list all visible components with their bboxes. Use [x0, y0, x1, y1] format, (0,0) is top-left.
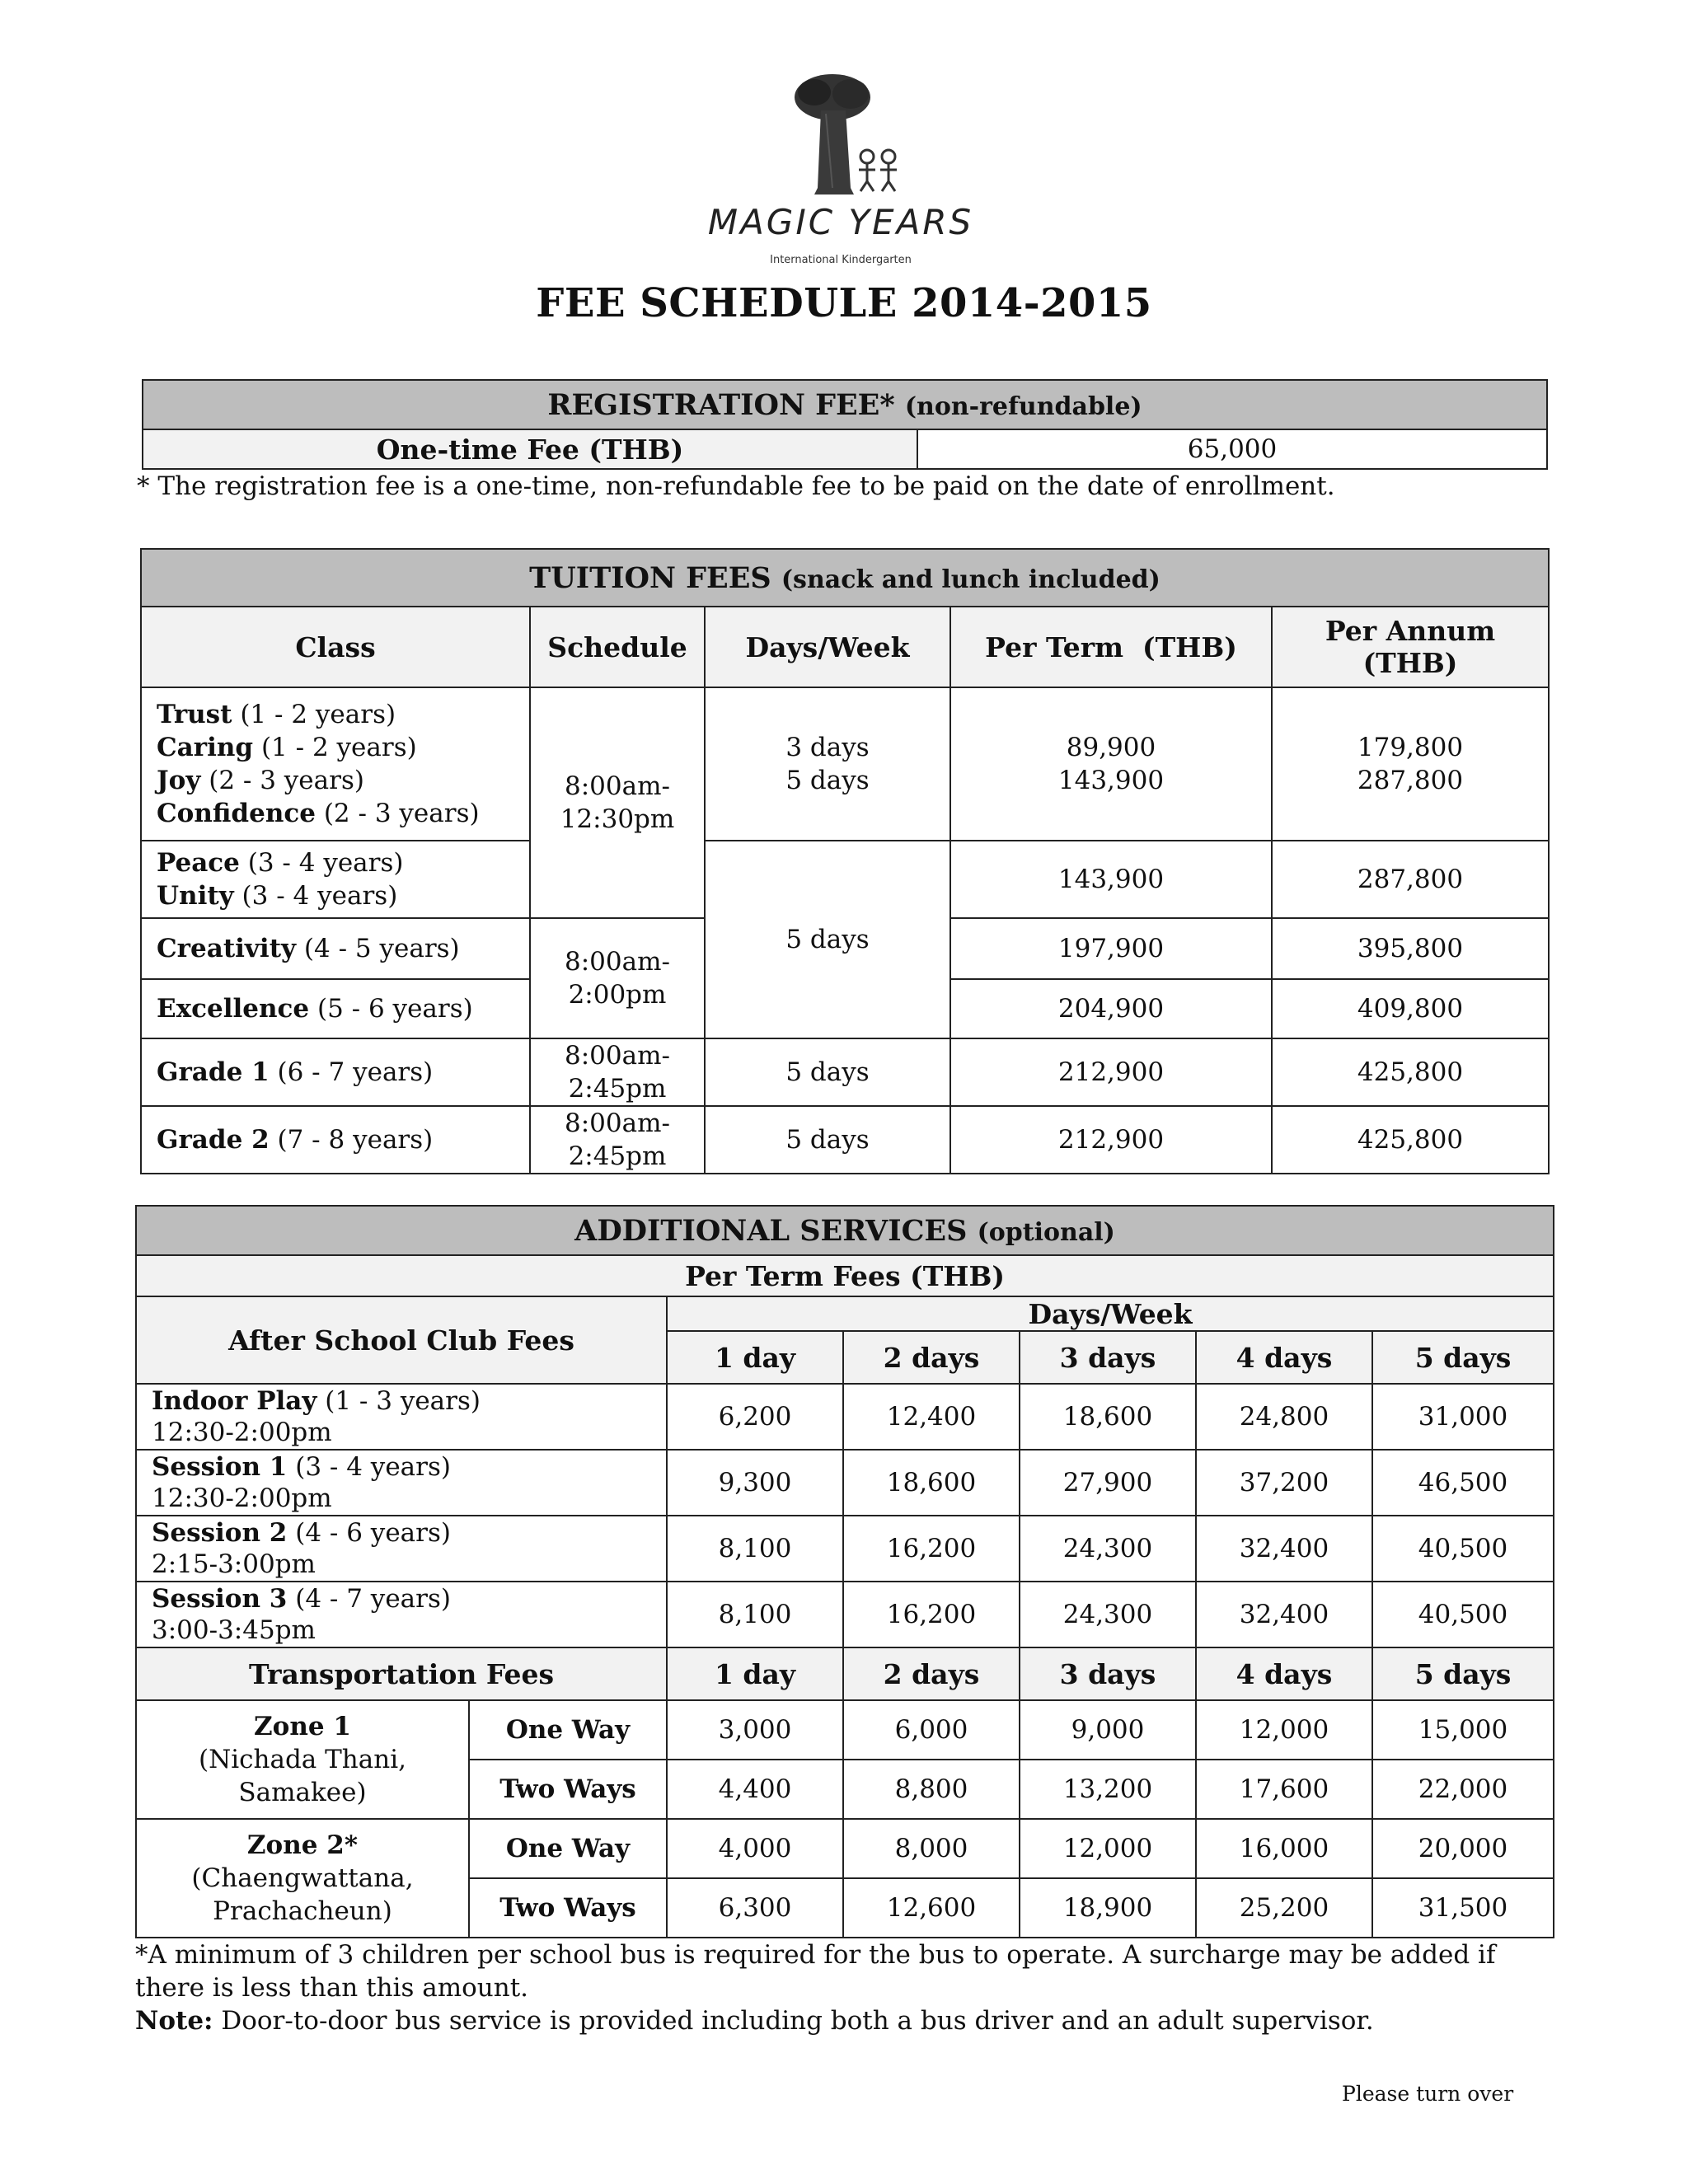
bus-footnote: *A minimum of 3 children per school bus is required for the bus to operate. A surcharge may be added if there is less than this amount.	[135, 1940, 1496, 2003]
per-annum-excellence: 409,800	[1272, 979, 1549, 1038]
additional-services-table: ADDITIONAL SERVICES (optional) Per Term Fees (THB) After School Club Fees Days/Week 1 day 2 days 3 days 4 days 5 days Indoor Play (1 - 3 years) 12:30-2:00pm 6,200 12,400 18,600 24,800 31,000 Session 1 (3 - 4 years) 12:30-2:00pm 9,300 18,600 27,900 37,200 46,500 Session 2 (4 - 6 years) 2:15-3:00pm 8,100 16,200 24,300 32,400 40,500 Session 3 (4 - 7 years) 3:00-3:45pm 8,100 16,200 24,300 32,400 40,500 Transportation Fees 1 day 2 days 3 days 4 days 5 days Zone 1 (Nichada Thani, Samakee) One Way 3,000 6,000 9,000 12,000 15,000 Two Ways 4,400 8,800 13,200 17,600 22,000 Zone 2* (Chaengwattana, Prachacheun) One Way 4,000 8,000 12,000 16,000 20,000 Two Ways 6,300 12,600 18,900 25,200 31,500	[135, 1205, 1554, 1938]
per-term-group-2: 143,900	[950, 841, 1272, 918]
per-annum-grade-1: 425,800	[1272, 1038, 1549, 1106]
per-term-group-1: 89,900 143,900	[950, 687, 1272, 841]
additional-heading: ADDITIONAL SERVICES (optional)	[136, 1206, 1554, 1255]
class-grade-2: Grade 2 (7 - 8 years)	[141, 1106, 530, 1174]
per-annum-group-2: 287,800	[1272, 841, 1549, 918]
per-term-fees-label: Per Term Fees (THB)	[136, 1255, 1554, 1296]
class-group-1: Trust (1 - 2 years) Caring (1 - 2 years) Joy (2 - 3 years) Confidence (2 - 3 years)	[141, 687, 530, 841]
days-week-label: Days/Week	[667, 1296, 1554, 1331]
schedule-grade-1: 8:00am-2:45pm	[530, 1038, 705, 1106]
zone-1-label: Zone 1 (Nichada Thani, Samakee)	[136, 1700, 469, 1819]
registration-heading: REGISTRATION FEE* (non-refundable)	[143, 380, 1547, 429]
page-title: FEE SCHEDULE 2014-2015	[536, 280, 1152, 326]
days-grade-1: 5 days	[705, 1038, 950, 1106]
per-term-excellence: 204,900	[950, 979, 1272, 1038]
per-annum-grade-2: 425,800	[1272, 1106, 1549, 1174]
schedule-2pm: 8:00am-2:00pm	[530, 918, 705, 1038]
registration-label: One-time Fee (THB)	[143, 429, 917, 469]
school-logo	[709, 64, 973, 270]
tree-logo-icon	[709, 64, 973, 254]
zone-2-one-way-row: Zone 2* (Chaengwattana, Prachacheun) One Way 4,000 8,000 12,000 16,000 20,000	[136, 1819, 1554, 1878]
zone-1-one-way-row: Zone 1 (Nichada Thani, Samakee) One Way 3,000 6,000 9,000 12,000 15,000	[136, 1700, 1554, 1760]
day-col-4: 4 days	[1196, 1331, 1372, 1384]
bus-note: Note: Door-to-door bus service is provided including both a bus driver and an adult supervisor.	[135, 2006, 1374, 2036]
after-school-club-label: After School Club Fees	[136, 1296, 667, 1384]
class-creativity: Creativity (4 - 5 years)	[141, 918, 530, 979]
col-header-schedule: Schedule	[530, 607, 705, 687]
col-header-class: Class	[141, 607, 530, 687]
registration-footnote: * The registration fee is a one-time, non-refundable fee to be paid on the date of enrollment.	[137, 471, 1335, 501]
page-footer: Please turn over	[1342, 2082, 1514, 2106]
club-row-indoor-play: Indoor Play (1 - 3 years) 12:30-2:00pm 6,200 12,400 18,600 24,800 31,000	[136, 1384, 1554, 1450]
class-grade-1: Grade 1 (6 - 7 years)	[141, 1038, 530, 1106]
tuition-fees-table	[140, 548, 1550, 1174]
registration-value: 65,000	[917, 429, 1547, 469]
day-col-1: 1 day	[667, 1331, 843, 1384]
schedule-1230: 8:00am-12:30pm	[530, 687, 705, 918]
col-header-per-term: Per Term (THB)	[950, 607, 1272, 687]
club-row-session-3: Session 3 (4 - 7 years) 3:00-3:45pm 8,100 16,200 24,300 32,400 40,500	[136, 1582, 1554, 1647]
tuition-heading: TUITION FEES (snack and lunch included)	[141, 549, 1549, 607]
days-grade-2: 5 days	[705, 1106, 950, 1174]
logo-wordmark: MAGIC YEARS	[709, 202, 973, 242]
day-col-2: 2 days	[843, 1331, 1020, 1384]
zone-2-two-ways-row: Two Ways 6,300 12,600 18,900 25,200 31,500	[136, 1878, 1554, 1938]
col-header-per-annum: Per Annum (THB)	[1272, 607, 1549, 687]
days-group-1: 3 days 5 days	[705, 687, 950, 841]
transportation-label: Transportation Fees	[136, 1647, 667, 1700]
per-annum-group-1: 179,800 287,800	[1272, 687, 1549, 841]
per-term-grade-1: 212,900	[950, 1038, 1272, 1106]
per-annum-creativity: 395,800	[1272, 918, 1549, 979]
zone-2-label: Zone 2* (Chaengwattana, Prachacheun)	[136, 1819, 469, 1938]
days-shared: 5 days	[705, 841, 950, 1038]
logo-tagline: International Kindergarten	[770, 254, 912, 266]
registration-fee-table	[142, 379, 1548, 470]
col-header-days: Days/Week	[705, 607, 950, 687]
club-row-session-1: Session 1 (3 - 4 years) 12:30-2:00pm 9,300 18,600 27,900 37,200 46,500	[136, 1450, 1554, 1516]
club-row-session-2: Session 2 (4 - 6 years) 2:15-3:00pm 8,100 16,200 24,300 32,400 40,500	[136, 1516, 1554, 1582]
schedule-grade-2: 8:00am-2:45pm	[530, 1106, 705, 1174]
day-col-3: 3 days	[1020, 1331, 1196, 1384]
per-term-creativity: 197,900	[950, 918, 1272, 979]
per-term-grade-2: 212,900	[950, 1106, 1272, 1174]
class-excellence: Excellence (5 - 6 years)	[141, 979, 530, 1038]
zone-1-two-ways-row: Two Ways 4,400 8,800 13,200 17,600 22,000	[136, 1760, 1554, 1819]
class-group-2: Peace (3 - 4 years) Unity (3 - 4 years)	[141, 841, 530, 918]
day-col-5: 5 days	[1372, 1331, 1554, 1384]
